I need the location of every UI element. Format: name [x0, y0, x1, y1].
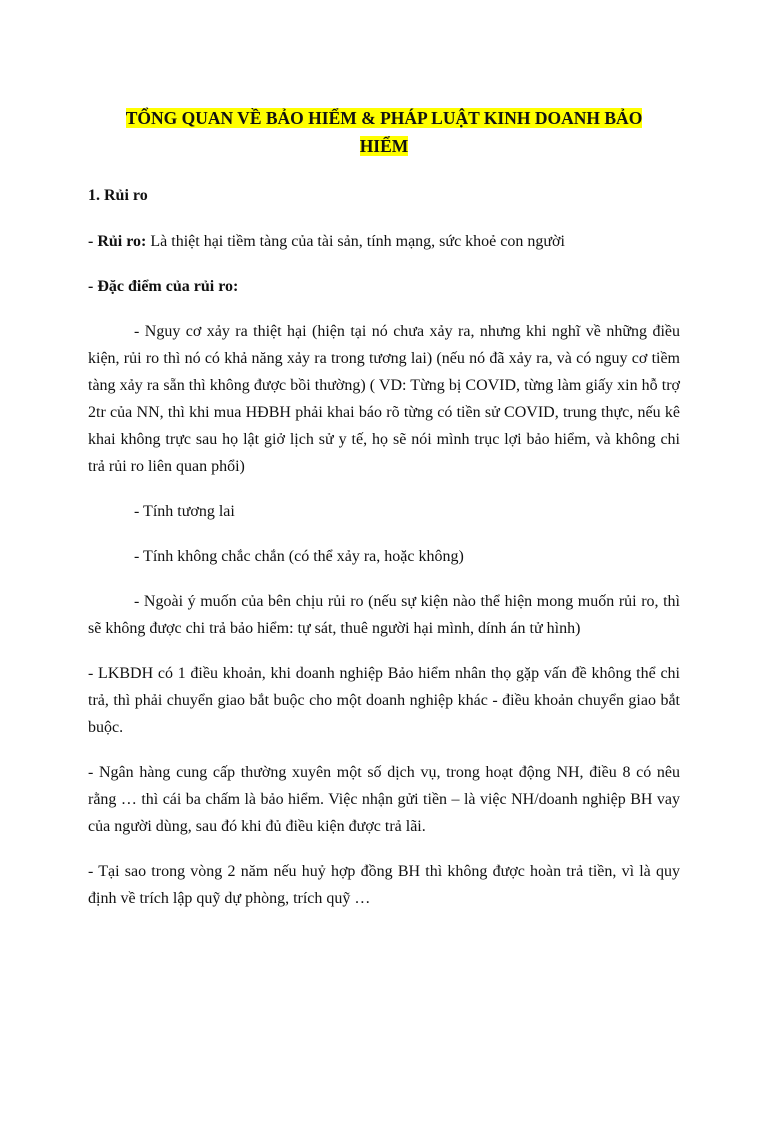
risk-feature-4: - Ngoài ý muốn của bên chịu rủi ro (nếu sự kiện nào thể hiện mong muốn rủi ro, thì sẽ không được chi trả bảo hiểm: tự sát, thuê người hại mình, dính án tử hình) [88, 593, 680, 637]
document-title [88, 104, 680, 160]
risk-definition-text: Là thiệt hại tiềm tàng của tài sản, tính mạng, sức khoẻ con người [146, 233, 565, 250]
paragraph-why-cancel: - Tại sao trong vòng 2 năm nếu huỷ hợp đồng BH thì không được hoàn trả tiền, vì là quy định về trích lập quỹ dự phòng, trích quỹ … [88, 863, 680, 907]
risk-feature-1: - Nguy cơ xảy ra thiệt hại (hiện tại nó chưa xảy ra, nhưng khi nghĩ về những điều kiện, rủi ro thì nó có khả năng xảy ra trong tương lai) (nếu nó đã xảy ra, và có nguy cơ tiềm tàng xảy ra sẵn thì không được bồi thường) ( VD: Từng bị COVID, từng làm giấy xin hỗ trợ 2tr của NN, thì khi mua HĐBH phải khai báo rõ từng có tiền sử COVID, trung thực, nếu kê khai không trực sau họ lật giở lịch sử y tế, họ sẽ nói mình trục lợi bảo hiểm, và không chi trả rủi ro liên quan phổi) [88, 323, 680, 475]
title-line-1: TỔNG QUAN VỀ BẢO HIỂM & PHÁP LUẬT KINH DOANH BẢO [125, 108, 643, 128]
title-line-2: HIỂM [359, 136, 409, 156]
risk-definition-label: - Rủi ro: [88, 233, 147, 250]
paragraph-bank: - Ngân hàng cung cấp thường xuyên một số dịch vụ, trong hoạt động NH, điều 8 có nêu rằng … thì cái ba chấm là bảo hiểm. Việc nhận gửi tiền – là việc NH/doanh nghiệp BH vay của người dùng, sau đó khi đủ điều kiện được trả lãi. [88, 764, 680, 835]
section-heading-risk: 1. Rủi ro [88, 187, 148, 204]
risk-features-label [88, 273, 680, 300]
paragraph-lkbdh: - LKBDH có 1 điều khoản, khi doanh nghiệp Bảo hiểm nhân thọ gặp vấn đề không thể chi trả, thì phải chuyển giao bắt buộc cho một doanh nghiệp khác - điều khoản chuyển giao bắt buộc. [88, 665, 680, 736]
risk-features-label-text: - Đặc điểm của rủi ro: [88, 278, 239, 295]
document-page [0, 104, 768, 1128]
risk-feature-3: - Tính không chắc chắn (có thể xảy ra, hoặc không) [134, 548, 464, 565]
risk-feature-2: - Tính tương lai [134, 503, 235, 520]
risk-definition [88, 228, 680, 255]
